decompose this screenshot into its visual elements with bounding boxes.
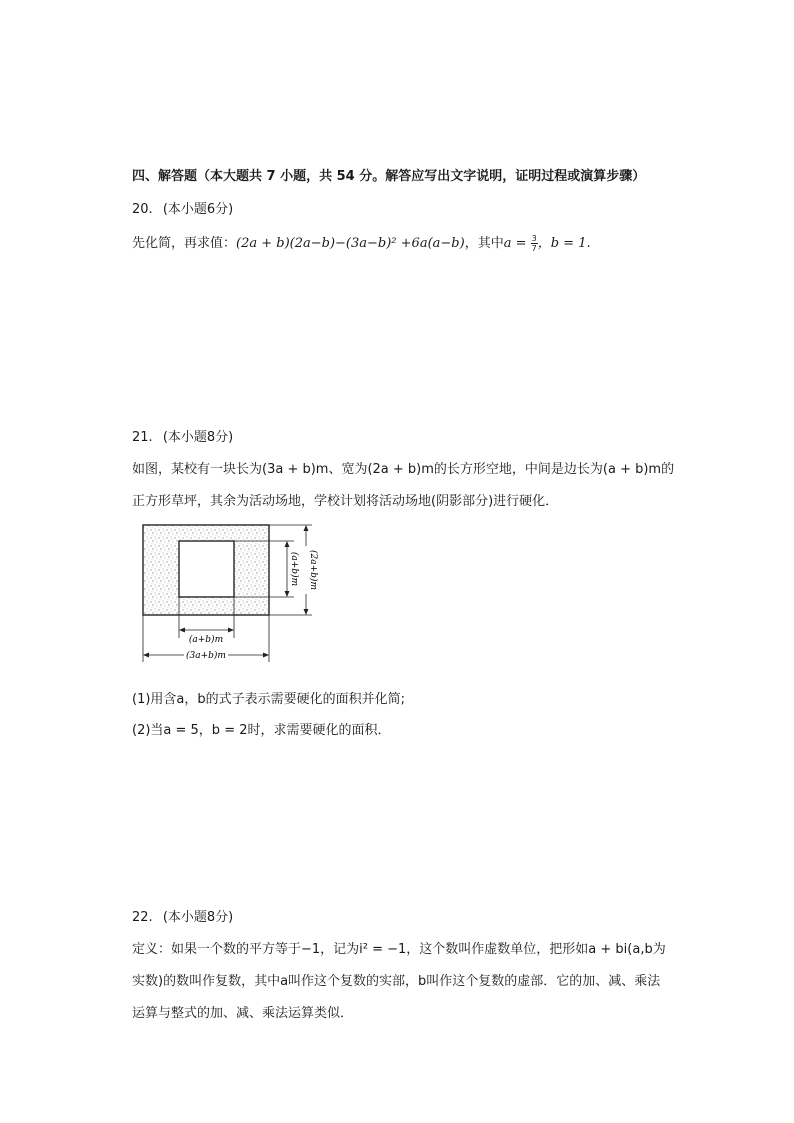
question-points: (本小题8分) [162, 430, 234, 445]
question-21-part-2: (2)当a = 5，b = 2时，求需要硬化的面积． [132, 723, 391, 738]
lawn-square [179, 541, 234, 597]
question-22-line-2: 实数)的数叫作复数，其中a叫作这个复数的实部，b叫作这个复数的虚部．它的加、减、乘法 [132, 974, 661, 989]
question-number: 20. [132, 202, 153, 217]
question-22-line-3: 运算与整式的加、减、乘法运算类似． [132, 1006, 354, 1021]
q20-a-equals: a = [503, 236, 527, 251]
question-20-text [132, 232, 591, 253]
label-inner-height: (a+b)m [289, 551, 299, 587]
question-21-line-2: 正方形草坪，其余为活动场地，学校计划将活动场地(阴影部分)进行硬化． [132, 494, 559, 509]
question-points: (本小题6分) [162, 202, 234, 217]
question-21-header [132, 426, 233, 445]
question-22-header [132, 906, 233, 925]
q20-b-equals: ，b = 1. [537, 236, 591, 251]
figure-rectangle-lawn [134, 520, 334, 668]
label-outer-height: (2a+b)m [308, 550, 318, 590]
section-title: 四、解答题（本大题共 7 小题，共 54 分。解答应写出文字说明，证明过程或演算步骤） [132, 169, 646, 184]
label-inner-width: (a+b)m [188, 635, 224, 645]
question-number: 21. [132, 430, 153, 445]
q20-condition-prefix: ，其中 [464, 236, 504, 251]
label-outer-width: (3a+b)m [186, 651, 226, 661]
question-22-line-1: 定义：如果一个数的平方等于−1，记为i² = −1，这个数叫作虚数单位，把形如a + bi(a,b为 [132, 942, 666, 957]
question-20-header [132, 198, 233, 217]
q20-intro: 先化简，再求值： [132, 236, 237, 251]
question-points: (本小题8分) [162, 910, 234, 925]
question-number: 22. [132, 910, 153, 925]
question-21-part-1: (1)用含a，b的式子表示需要硬化的面积并化简; [132, 692, 406, 707]
fraction-three-sevenths: $\frac{3}{7}$ [531, 234, 537, 253]
q20-expression: (2a + b)(2a−b)−(3a−b)² +6a(a−b) [236, 236, 465, 251]
question-21-line-1: 如图，某校有一块长为(3a + b)m、宽为(2a + b)m的长方形空地，中间是边长为(a + b)m的 [132, 462, 675, 477]
